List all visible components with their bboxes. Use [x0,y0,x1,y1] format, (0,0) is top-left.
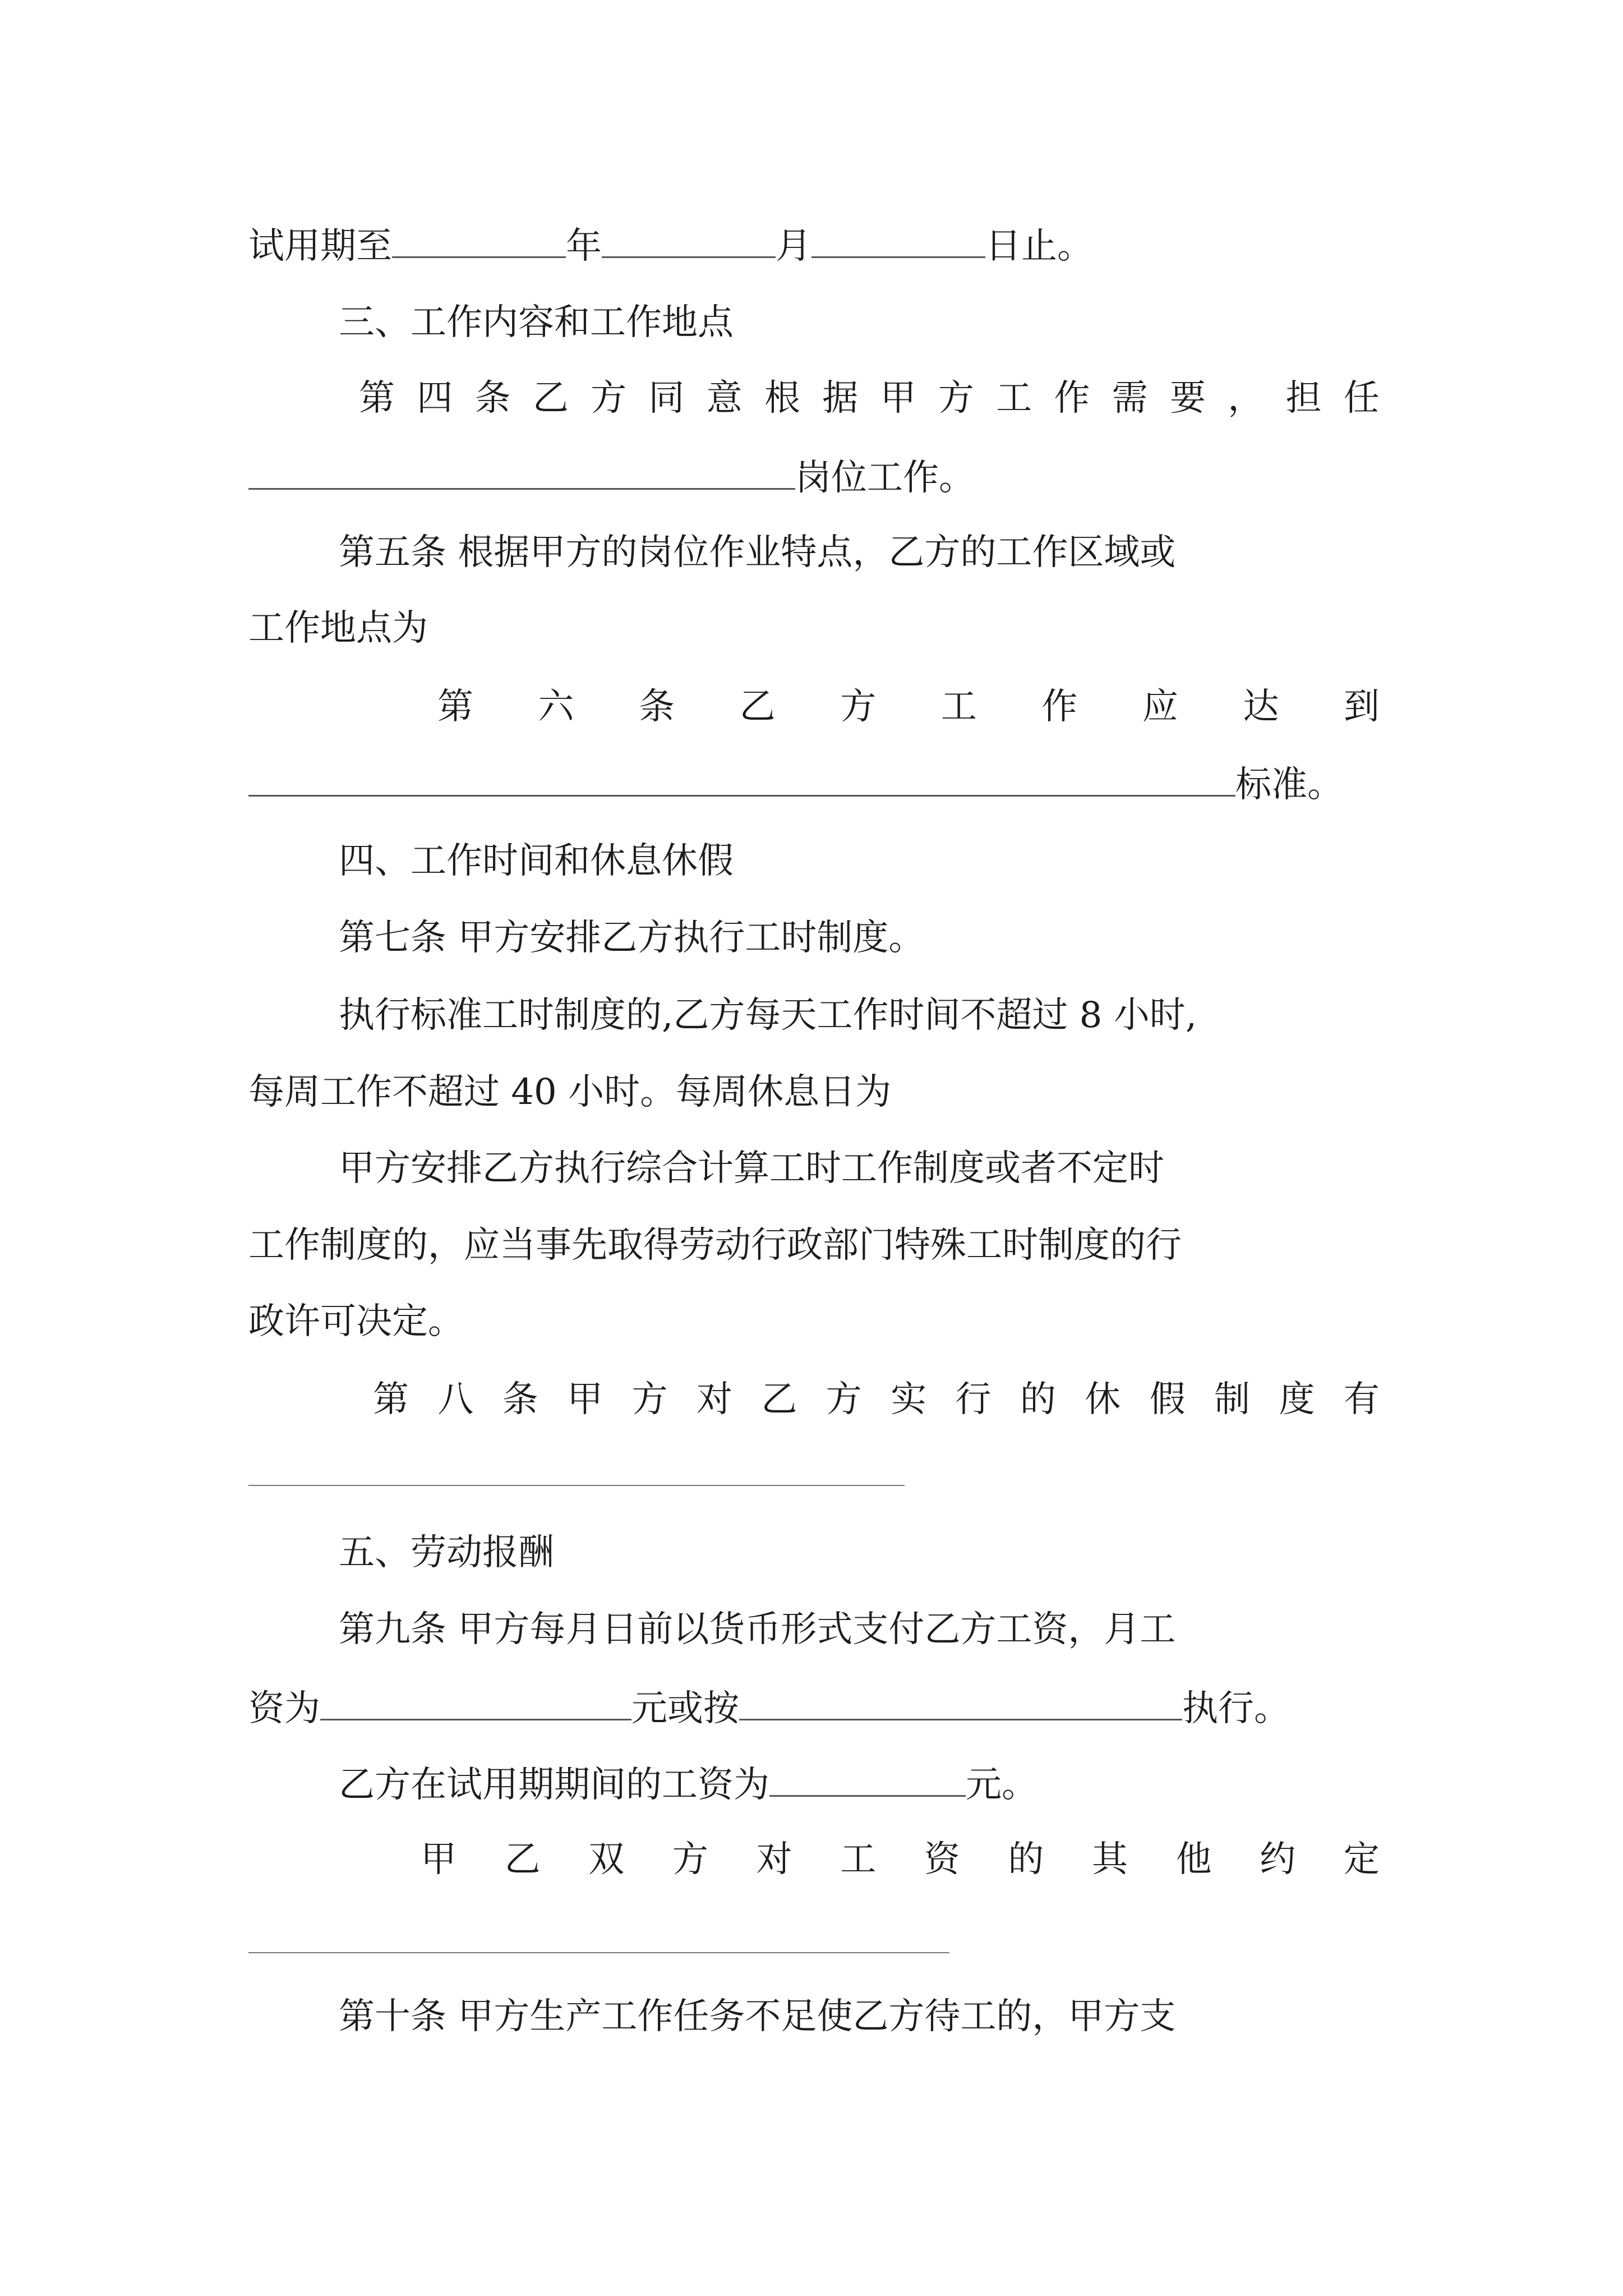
char: 根 [764,378,800,419]
char: 条 [639,686,675,728]
char: ， [1228,378,1264,419]
wage-basis-blank[interactable] [739,1684,1182,1720]
char: 定 [1343,1839,1380,1880]
article-8-blank[interactable] [248,1485,905,1486]
char: 约 [1260,1839,1296,1880]
char: 他 [1175,1839,1212,1880]
char: 作 [1054,378,1090,419]
char: 第 [359,378,395,419]
year-blank[interactable] [392,222,566,258]
char: 第 [437,686,473,728]
char: 意 [706,378,743,419]
char: 方 [840,686,877,728]
char: 条 [474,378,511,419]
char: 假 [1149,1379,1186,1420]
char: 六 [538,686,574,728]
char: 达 [1243,686,1279,728]
char: 同 [648,378,685,419]
char: 制 [1214,1379,1251,1420]
other-wage-agreement-line [421,1837,1380,1882]
other-wage-agreement-blank[interactable] [248,1952,949,1953]
article-4-line [359,376,1380,421]
char: 的 [1008,1839,1044,1880]
char: 工 [996,378,1032,419]
char: 方 [826,1379,862,1420]
char: 要 [1169,378,1206,419]
article-6-line [437,684,1380,729]
article-4-position-line [248,453,975,498]
char: 乙 [532,378,569,419]
char: 休 [1085,1379,1121,1420]
probation-wage-label: 乙方在试用期期间的工资为 [339,1764,769,1806]
section-heading-remuneration: 五、劳动报酬 [339,1532,554,1573]
char: 第 [373,1379,409,1420]
char: 乙 [504,1839,541,1880]
standard-suffix: 标准。 [1235,764,1343,806]
probation-label: 试用期至 [248,226,392,267]
char: 任 [1343,378,1380,419]
article-7-line: 第七条 甲方安排乙方执行工时制度。 [339,917,925,959]
wage-execute-label: 执行。 [1182,1688,1290,1729]
wage-amount-blank[interactable] [320,1684,631,1720]
char: 到 [1343,686,1380,728]
char: 应 [1142,686,1178,728]
char: 实 [891,1379,927,1420]
char: 据 [822,378,859,419]
char: 对 [756,1839,792,1880]
char: 甲 [567,1379,603,1420]
article-5-line-2: 工作地点为 [248,608,428,649]
char: 四 [417,378,453,419]
char: 需 [1112,378,1148,419]
standard-blank[interactable] [248,760,1235,797]
char: 条 [502,1379,538,1420]
char: 的 [1020,1379,1056,1420]
char: 八 [437,1379,474,1420]
day-blank[interactable] [811,222,985,258]
char: 有 [1343,1379,1380,1420]
char: 担 [1285,378,1322,419]
article-9-line-2 [248,1684,1290,1729]
char: 作 [1041,686,1078,728]
position-suffix: 岗位工作。 [795,457,975,499]
char: 乙 [761,1379,797,1420]
month-label: 月 [776,226,811,267]
position-blank[interactable] [248,453,795,490]
section-heading-work-hours: 四、工作时间和休息休假 [339,840,734,882]
wage-or-label: 元或按 [631,1688,739,1729]
article-9-line-1: 第九条 甲方每月日前以货币形式支付乙方工资，月工 [339,1609,1176,1650]
flexible-hours-line-3: 政许可决定。 [248,1301,464,1342]
article-6-standard-line [248,760,1343,805]
probation-end-line [248,222,1093,266]
section-heading-work-content: 三、工作内容和工作地点 [339,302,734,343]
article-10-line: 第十条 甲方生产工作任务不足使乙方待工的，甲方支 [339,1996,1176,2037]
char: 乙 [739,686,776,728]
char: 行 [955,1379,992,1420]
char: 双 [588,1839,625,1880]
char: 度 [1279,1379,1315,1420]
article-8-line [373,1377,1380,1422]
char: 工 [940,686,977,728]
char: 甲 [421,1839,457,1880]
flexible-hours-line-1: 甲方安排乙方执行综合计算工时工作制度或者不定时 [339,1148,1164,1189]
char: 方 [938,378,974,419]
standard-hours-line-1: 执行标准工时制度的,乙方每天工作时间不超过 8 小时, [339,995,1197,1036]
probation-wage-blank[interactable] [769,1760,966,1797]
wage-label: 资为 [248,1688,320,1729]
probation-wage-suffix: 元。 [966,1764,1038,1806]
char: 甲 [880,378,916,419]
article-5-line-1: 第五条 根据甲方的岗位作业特点，乙方的工作区域或 [339,532,1176,573]
standard-hours-line-2: 每周工作不超过 40 小时。每周休息日为 [248,1071,892,1113]
year-label: 年 [566,226,602,267]
probation-wage-line [339,1760,1038,1805]
char: 对 [696,1379,732,1420]
month-blank[interactable] [602,222,776,258]
char: 方 [591,378,627,419]
char: 工 [840,1839,877,1880]
char: 资 [924,1839,960,1880]
char: 方 [631,1379,668,1420]
day-label: 日止。 [985,226,1093,267]
char: 其 [1092,1839,1128,1880]
char: 方 [672,1839,708,1880]
flexible-hours-line-2: 工作制度的，应当事先取得劳动行政部门特殊工时制度的行 [248,1225,1182,1266]
